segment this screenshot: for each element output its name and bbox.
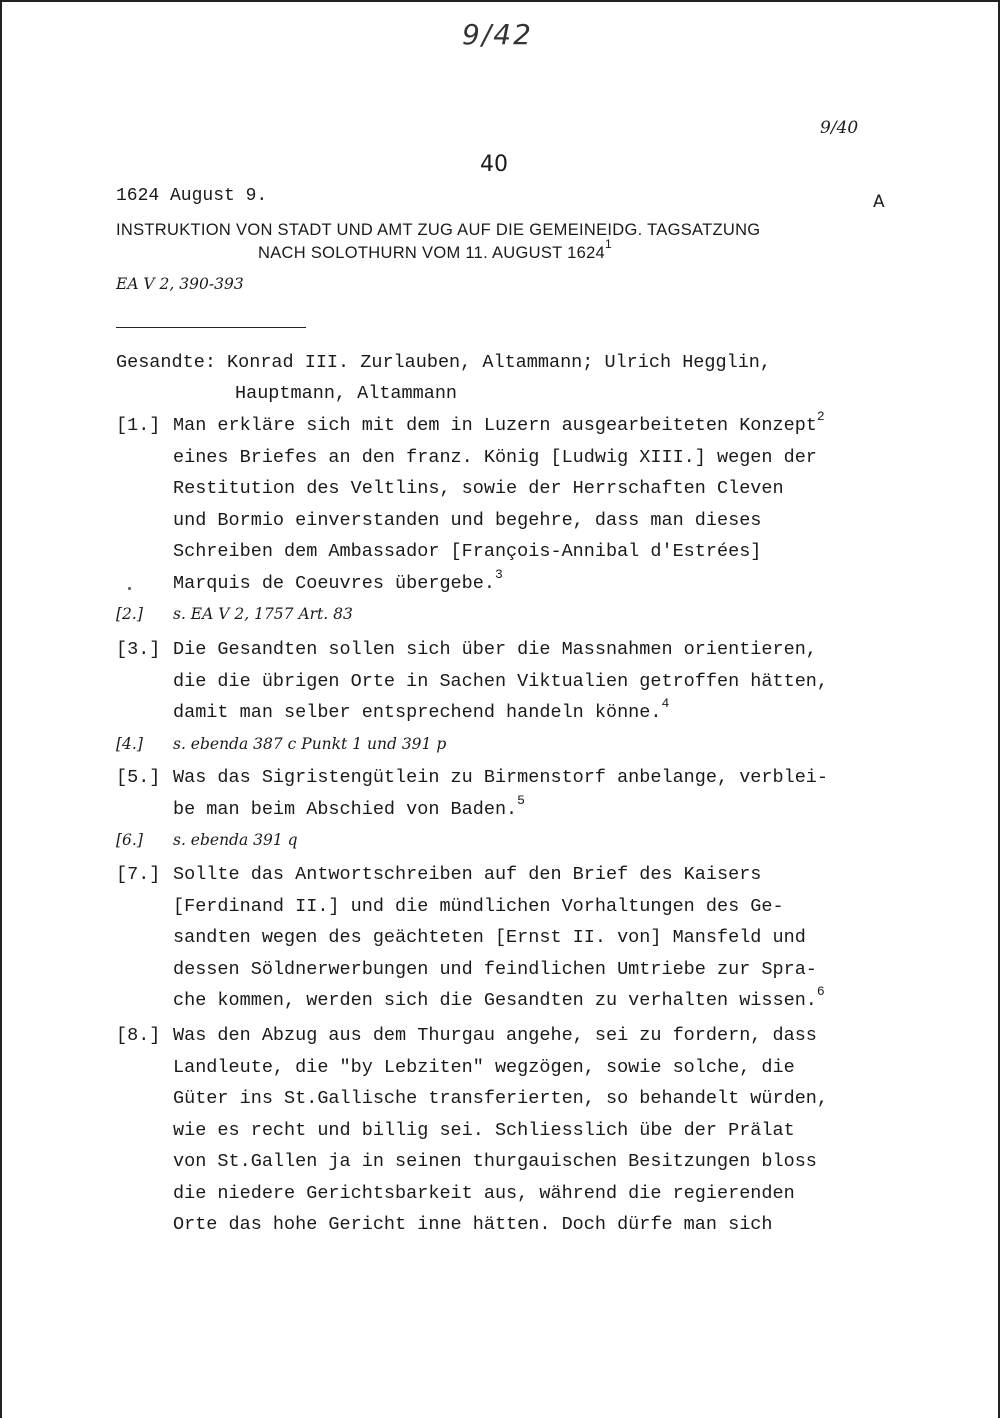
title-line-2-text: NACH SOLOTHURN VOM 11. AUGUST 1624 (258, 244, 606, 262)
paragraph-1-line-6-text: Marquis de Coeuvres übergebe. (173, 572, 495, 594)
paragraph-7-line-1: Sollte das Antwortschreiben auf den Brief des Kaisers (173, 864, 762, 885)
paragraph-1 (173, 410, 825, 599)
title-line-1: INSTRUKTION VON STADT UND AMT ZUG AUF DIE GEMEINEIDG. TAGSATZUNG (116, 221, 761, 239)
paragraph-3-line-3-text: damit man selber entsprechend handeln könne. (173, 702, 662, 723)
paragraph-7-line-3: sandten wegen des geächteten [Ernst II. von] Mansfeld und (173, 927, 806, 948)
paragraph-5-line-2 (173, 794, 828, 826)
envoys-line-2: Hauptmann, Altammann (235, 383, 458, 404)
paragraph-5 (173, 762, 828, 825)
paragraph-8 (173, 1020, 828, 1241)
register-letter: A (873, 192, 885, 212)
paragraph-5-line-1: Was das Sigristengütlein zu Birmenstorf anbelange, verblei- (173, 767, 829, 788)
footnote-marker-2: 2 (816, 409, 825, 424)
paragraph-6-label: [6.] (116, 831, 143, 849)
paragraph-5-label: [5.] (116, 767, 161, 788)
paragraph-1-line-4: und Bormio einverstanden und begehre, dass man dieses (173, 509, 762, 531)
paragraph-7-line-5 (173, 985, 825, 1017)
envoys-line-1: Gesandte: Konrad III. Zurlauben, Altammann; Ulrich Hegglin, (116, 352, 772, 373)
paragraph-8-line-5: von St.Gallen ja in seinen thurgauischen Besitzungen bloss (173, 1151, 817, 1172)
paragraph-3-line-3 (173, 697, 828, 729)
paragraph-8-line-4: wie es recht und billig sei. Schliesslich übe der Prälat (173, 1119, 795, 1141)
handwritten-note: 9/42 (462, 18, 533, 51)
paragraph-1-line-1 (173, 410, 825, 442)
paragraph-1-line-1-text: Man erkläre sich mit dem in Luzern ausgearbeiteten Konzept (173, 415, 817, 436)
scan-border-left (0, 0, 2, 1418)
paragraph-1-label: [1.] (116, 415, 161, 436)
paragraph-8-line-1: Was den Abzug aus dem Thurgau angehe, sei zu fordern, dass (173, 1025, 817, 1046)
archive-number: 9/40 (820, 118, 859, 138)
paragraph-3-label: [3.] (116, 639, 161, 660)
paragraph-8-line-2: Landleute, die "by Lebziten" wegzögen, sowie solche, die (173, 1056, 795, 1078)
paragraph-7-line-5-text: che kommen, werden sich die Gesandten zu verhalten wissen. (173, 990, 817, 1011)
paragraph-2-reference: s. EA V 2, 1757 Art. 83 (173, 605, 353, 623)
title-line-2 (258, 237, 612, 263)
paragraph-5-line-2-text: be man beim Abschied von Baden. (173, 798, 518, 820)
page-number: 40 (480, 152, 508, 177)
paragraph-1-line-6 (173, 568, 825, 600)
paragraph-8-line-6: die niedere Gerichtsbarkeit aus, während die regierenden (173, 1182, 795, 1204)
paragraph-8-line-7: Orte das hohe Gericht inne hätten. Doch dürfe man sich (173, 1214, 773, 1235)
paragraph-3-line-2: die die übrigen Orte in Sachen Viktualien getroffen hätten, (173, 670, 829, 692)
paragraph-7-line-2: [Ferdinand II.] und die mündlichen Vorhaltungen des Ge- (173, 895, 784, 917)
paragraph-3 (173, 634, 828, 729)
footnote-marker-4: 4 (661, 696, 670, 711)
paragraph-1-line-3: Restitution des Veltlins, sowie der Herrschaften Cleven (173, 478, 784, 499)
paragraph-3-line-1: Die Gesandten sollen sich über die Massnahmen orientieren, (173, 639, 817, 660)
paragraph-8-line-3: Güter ins St.Gallische transferierten, so behandelt würden, (173, 1088, 829, 1109)
source-reference: EA V 2, 390-393 (116, 275, 244, 293)
paragraph-1-line-2: eines Briefes an den franz. König [Ludwig XIII.] wegen der (173, 446, 817, 468)
paragraph-4-reference: s. ebenda 387 c Punkt 1 und 391 p (173, 735, 447, 753)
scan-border-top (0, 0, 1000, 2)
paragraph-4-label: [4.] (116, 735, 143, 753)
footnote-marker-5: 5 (517, 792, 525, 808)
scan-speck (128, 587, 131, 590)
paragraph-7 (173, 859, 825, 1017)
paragraph-8-label: [8.] (116, 1025, 161, 1046)
footnote-marker-3: 3 (494, 566, 503, 582)
paragraph-1-line-5: Schreiben dem Ambassador [François-Annibal d'Estrées] (173, 541, 762, 562)
paragraph-7-line-4: dessen Söldnerwerbungen und feindlichen Umtriebe zur Spra- (173, 958, 817, 980)
paragraph-6-reference: s. ebenda 391 q (173, 831, 298, 849)
document-date: 1624 August 9. (116, 186, 268, 206)
footnote-marker-6: 6 (816, 984, 825, 999)
separator-rule (116, 327, 306, 328)
paragraph-7-label: [7.] (116, 864, 161, 885)
title-footnote: 1 (605, 237, 612, 251)
paragraph-2-label: [2.] (116, 605, 143, 623)
